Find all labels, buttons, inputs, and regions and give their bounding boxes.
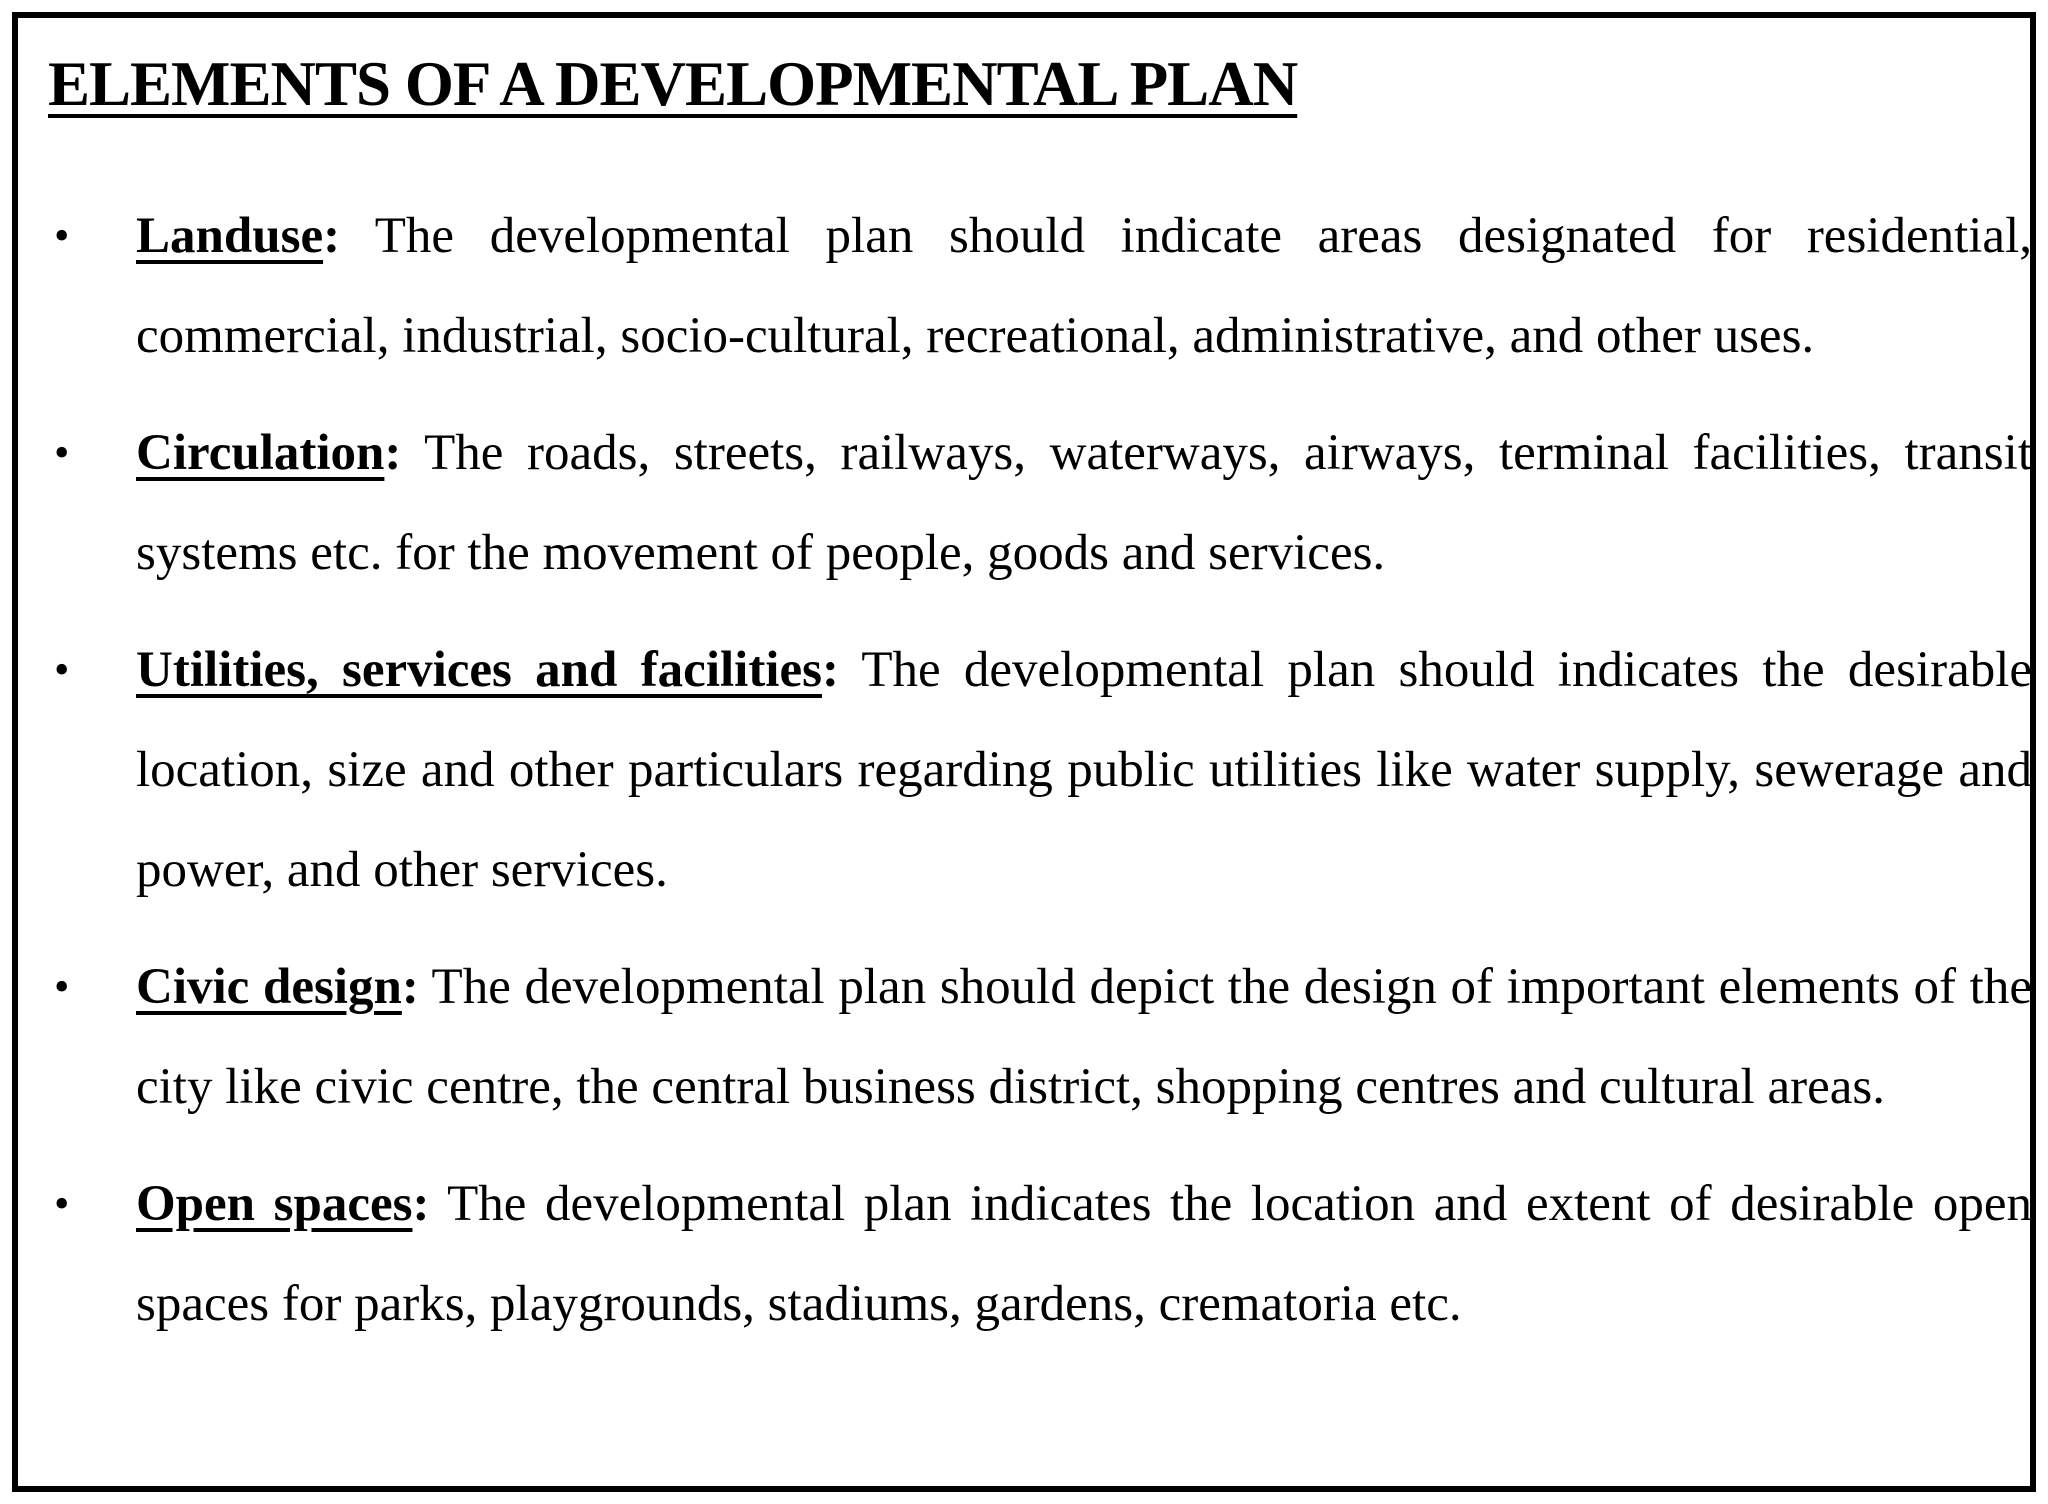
bullet-item-landuse [48, 186, 2032, 386]
bullet-text: The developmental plan should indicates the desirable location, size and other particulars regarding public utilities like water supply, sewerage and power, and other services. [136, 642, 2033, 898]
bullet-colon: : [384, 425, 402, 481]
bullet-icon: • [54, 428, 70, 477]
bullet-text: The developmental plan should indicate areas designated for residential, commercial, industrial, socio-cultural, recreational, administrative, and other uses. [136, 208, 2032, 364]
bullet-item-utilities [48, 620, 2032, 920]
bullet-list [48, 186, 2032, 1354]
bullet-term: Open spaces [136, 1176, 413, 1232]
bullet-colon: : [401, 959, 419, 1015]
bullet-icon: • [54, 1179, 70, 1228]
bullet-colon: : [821, 642, 839, 698]
bullet-item-open-spaces [48, 1154, 2032, 1354]
bullet-icon: • [54, 211, 70, 260]
bullet-colon: : [412, 1176, 430, 1232]
bullet-text: The roads, streets, railways, waterways, airways, terminal facilities, transit systems etc. for the movement of people, goods and services. [136, 425, 2032, 581]
bullet-term: Civic design [136, 959, 402, 1015]
slide-frame [12, 12, 2036, 1492]
slide-title: ELEMENTS OF A DEVELOPMENTAL PLAN [48, 49, 1298, 119]
bullet-term: Circulation [136, 425, 385, 481]
bullet-icon: • [54, 962, 70, 1011]
bullet-text: The developmental plan indicates the location and extent of desirable open spaces for parks, playgrounds, stadiums, gardens, crematoria etc. [136, 1176, 2032, 1332]
bullet-item-circulation [48, 403, 2032, 603]
bullet-colon: : [323, 208, 341, 264]
bullet-item-civic-design [48, 937, 2032, 1137]
bullet-term: Landuse [136, 208, 324, 264]
bullet-text: The developmental plan should depict the design of important elements of the city like civic centre, the central business district, shopping centres and cultural areas. [136, 959, 2032, 1115]
bullet-term: Utilities, services and facilities [136, 642, 822, 698]
bullet-icon: • [54, 645, 70, 694]
